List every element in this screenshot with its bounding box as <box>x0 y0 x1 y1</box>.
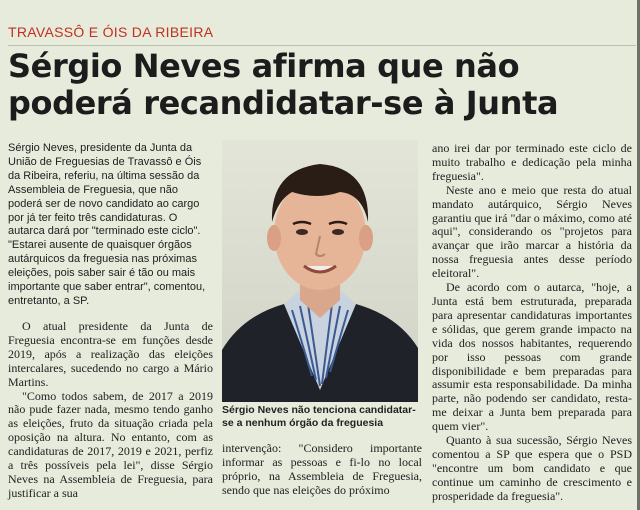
portrait-illustration <box>222 140 418 402</box>
lead-paragraph: Sérgio Neves, presidente da Junta da União de Freguesias de Travassô e Óis da Ribeira, referiu, na última sessão da Assembleia de Freguesia, que não poderá ser de novo candidato ao cargo por já ter feito três candidaturas. O autarca dará por "terminado este ciclo". "Estarei ausente de quaisquer órgãos autárquicos da freguesia nas próximas eleições, pois saber sair é tão ou mais importante que saber entrar", comentou, entretanto, a SP. <box>8 142 206 307</box>
body-paragraph: Neste ano e meio que resta do atual mandato autárquico, Sérgio Neves garantiu que irá "dar o máximo, como até aqui", considerando os "projetos para avançar que irão marcar a história da nossa freguesia antes desse período eleitoral". <box>432 182 632 281</box>
body-paragraph: O atual presidente da Junta de Freguesia encontra-se em funções desde 2019, após a realização das eleições intercalares, sucedendo no cargo a Mário Martins. <box>8 319 213 389</box>
body-column-1 <box>8 320 213 501</box>
body-paragraph: De acordo com o autarca, "hoje, a Junta está bem estruturada, preparada para apresentar candidaturas importantes e sólidas, que gerem grande impacto na vida dos nossos habitantes, requerendo por isso pessoas com grande disponibilidade e bem preparadas para assumir esta responsabilidade. Da minha parte, não podendo ser candidato, resta-me deixar a Junta bem preparada para quem vier". <box>432 280 632 434</box>
photo-caption: Sérgio Neves não tenciona candidatar-se a nenhum órgão da freguesia <box>222 404 416 429</box>
body-column-3 <box>432 142 632 504</box>
body-paragraph: intervenção: "Considero importante informar as pessoas e fi-lo no local próprio, na Assembleia de Freguesia, sendo que nas eleições do próximo <box>222 441 422 497</box>
body-paragraph: ano irei dar por terminado este ciclo de muito trabalho e dedicação pela minha freguesia". <box>432 141 632 183</box>
section-divider <box>8 45 636 46</box>
lead-column <box>8 142 213 309</box>
body-column-2 <box>222 442 422 498</box>
portrait-photo <box>222 140 418 402</box>
body-paragraph: "Como todos sabem, de 2017 a 2019 não pude fazer nada, mesmo tendo ganho as eleições, fruto da situação criada pela oposição na altura. No entanto, com as candidaturas de 2017, 2019 e 2021, perfiz a três possíveis pela lei", disse Sérgio Neves na Assembleia de Freguesia, para justificar a sua <box>8 388 213 500</box>
section-label: TRAVASSÔ E ÓIS DA RIBEIRA <box>8 24 214 40</box>
body-paragraph: Quanto à sua sucessão, Sérgio Neves comentou a SP que espera que o PSD "encontre um bom candidato e que continue um caminho de crescimento e prosperidade da freguesia". <box>432 433 632 503</box>
headline: Sérgio Neves afirma que não poderá recandidatar-se à Junta <box>8 47 559 122</box>
